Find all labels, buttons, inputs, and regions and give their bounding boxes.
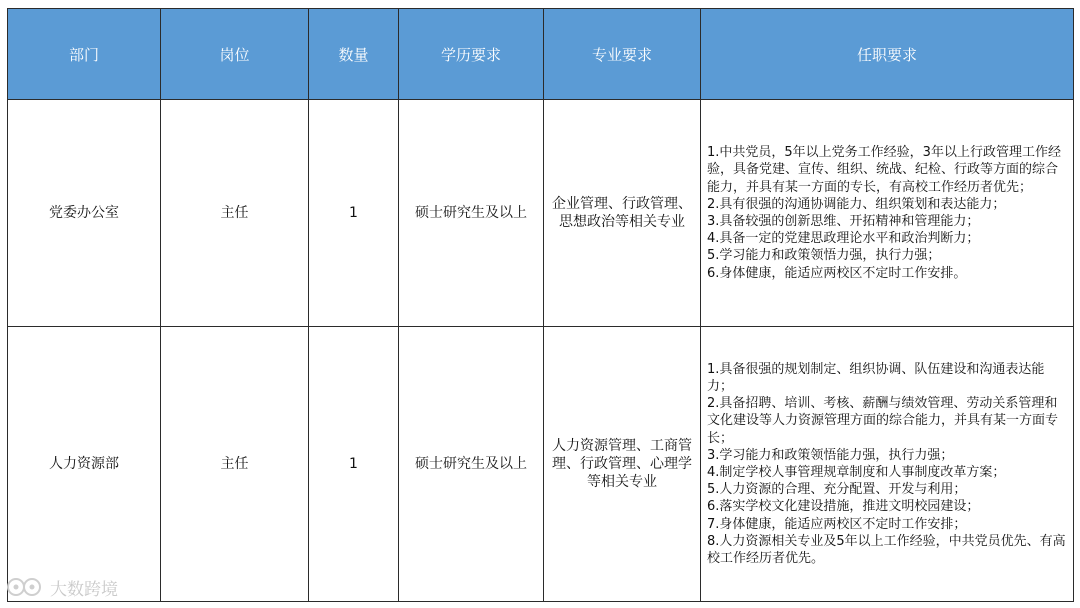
requirement-item: 5.人力资源的合理、充分配置、开发与利用； bbox=[707, 482, 967, 498]
cell-education: 硕士研究生及以上 bbox=[399, 100, 544, 327]
job-requirements-table bbox=[7, 8, 1074, 602]
header-position: 岗位 bbox=[161, 9, 309, 100]
requirement-item: 6.落实学校文化建设措施，推进文明校园建设； bbox=[707, 499, 980, 515]
cell-count: 1 bbox=[309, 327, 399, 602]
cell-position: 主任 bbox=[161, 327, 309, 602]
table-header-row bbox=[8, 9, 1074, 100]
cell-position: 主任 bbox=[161, 100, 309, 327]
cell-major: 人力资源管理、工商管理、行政管理、心理学等相关专业 bbox=[544, 327, 701, 602]
requirement-item: 3.具备较强的创新思维、开拓精神和管理能力； bbox=[707, 214, 980, 229]
requirement-item: 1.中共党员，5年以上党务工作经验，3年以上行政管理工作经验，具备党建、宣传、组织、统战、纪检、行政等方面的综合能力，并具有某一方面的专长，有高校工作经历者优先； bbox=[707, 145, 1061, 195]
table-row bbox=[8, 100, 1074, 327]
requirement-item: 2.具有很强的沟通协调能力、组织策划和表达能力； bbox=[707, 196, 1006, 212]
table-row bbox=[8, 327, 1074, 602]
requirement-item: 6.身体健康，能适应两校区不定时工作安排。 bbox=[707, 265, 967, 281]
header-count: 数量 bbox=[309, 9, 399, 100]
cell-education: 硕士研究生及以上 bbox=[399, 327, 544, 602]
watermark-text: 大数跨境 bbox=[50, 579, 118, 600]
requirement-item: 1.具备很强的规划制定、组织协调、队伍建设和沟通表达能力； bbox=[707, 361, 1045, 394]
cell-department: 党委办公室 bbox=[8, 100, 161, 327]
cell-requirements bbox=[701, 327, 1074, 602]
requirement-item: 5.学习能力和政策领悟力强，执行力强； bbox=[707, 248, 941, 264]
cell-count: 1 bbox=[309, 100, 399, 327]
header-major: 专业要求 bbox=[544, 9, 701, 100]
requirement-item: 4.制定学校人事管理规章制度和人事制度改革方案； bbox=[707, 465, 1006, 480]
requirement-item: 8.人力资源相关专业及5年以上工作经验，中共党员优先、有高校工作经历者优先。 bbox=[707, 533, 1066, 567]
cell-major: 企业管理、行政管理、思想政治等相关专业 bbox=[544, 100, 701, 327]
requirement-item: 2.具备招聘、培训、考核、薪酬与绩效管理、劳动关系管理和文化建设等人力资源管理方面的综合能力，并具有某一方面专长； bbox=[707, 396, 1059, 446]
requirement-item: 7.身体健康，能适应两校区不定时工作安排； bbox=[707, 516, 967, 532]
cell-requirements bbox=[701, 100, 1074, 327]
header-department: 部门 bbox=[8, 9, 161, 100]
cell-department: 人力资源部 bbox=[8, 327, 161, 602]
header-education: 学历要求 bbox=[399, 9, 544, 100]
header-requirements: 任职要求 bbox=[701, 9, 1074, 100]
requirement-item: 3.学习能力和政策领悟能力强，执行力强； bbox=[707, 447, 954, 463]
requirement-item: 4.具备一定的党建思政理论水平和政治判断力； bbox=[707, 231, 980, 247]
